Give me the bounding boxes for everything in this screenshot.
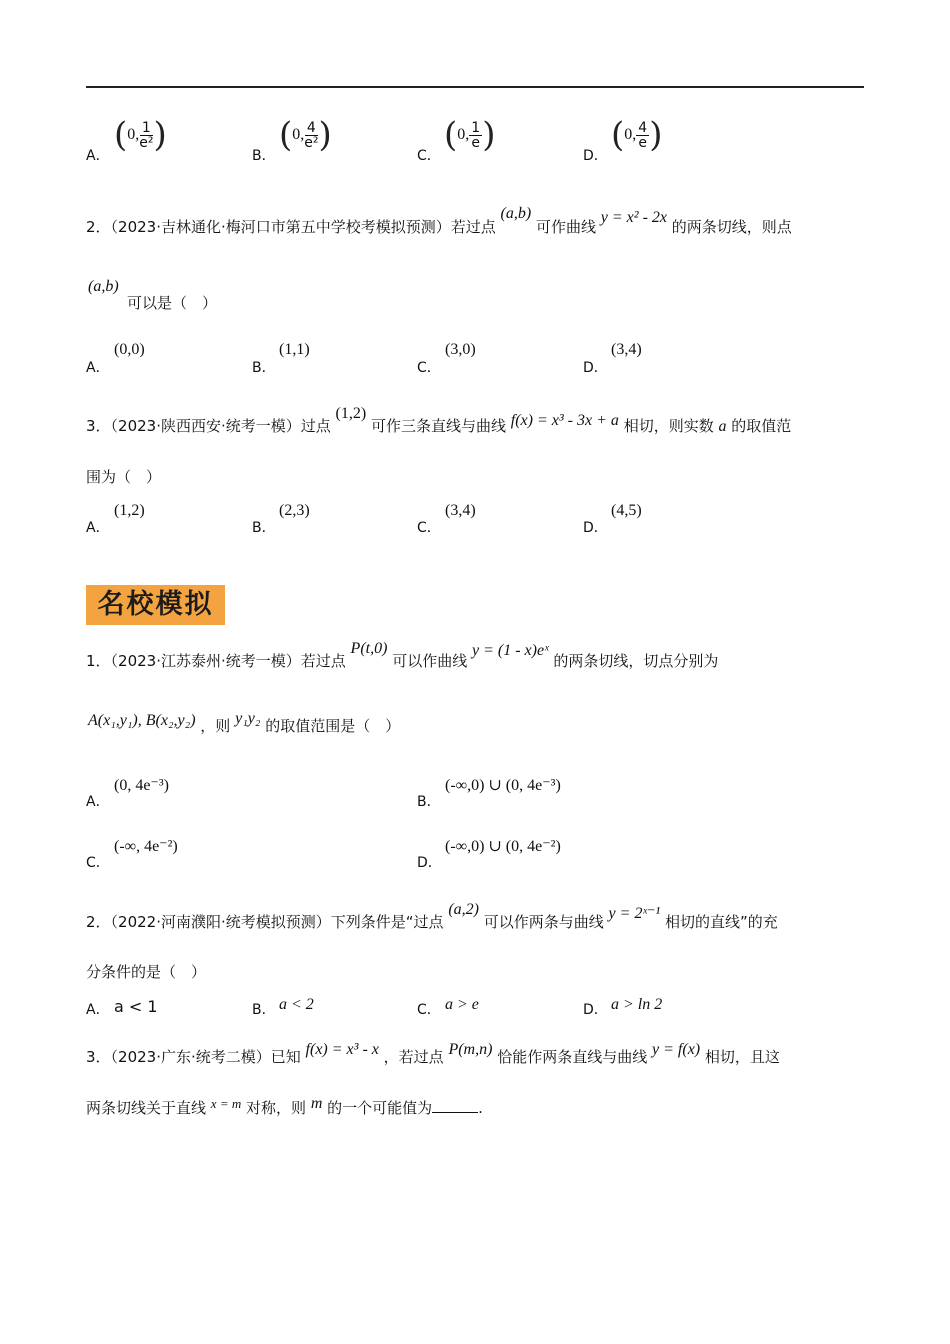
header-rule: [86, 86, 864, 88]
question-3-line-1: 3．（2023·陕西西安·统考一模）过点 (1,2) 可作三条直线与曲线 f(x) = x³ - 3x + a 相切，则实数 a 的取值范: [86, 405, 792, 435]
q3-option-a-label: A．: [86, 520, 110, 536]
q1-option-a-label: A．: [86, 148, 110, 164]
m2-option-c-value: a > e: [445, 996, 479, 1013]
q2-option-a-label: A．: [86, 360, 110, 376]
q3-option-c-label: C．: [417, 520, 441, 536]
m1-option-b-label: B．: [417, 794, 441, 810]
section-title: 名校模拟: [86, 585, 225, 625]
mock-question-2-line-2: 分条件的是（ ）: [86, 963, 207, 981]
q3-option-a-value: (1,2): [114, 502, 145, 519]
mock-question-3-line-2: 两条切线关于直线 x = m 对称，则 m 的一个可能值为 .: [86, 1095, 483, 1117]
mock-question-3-line-1: 3．（2023·广东·统考二模）已知 f(x) = x³ - x ，若过点 P(m,n) 恰能作两条直线与曲线 y = f(x) 相切，且这: [86, 1041, 780, 1066]
q2-option-b-value: (1,1): [279, 341, 310, 358]
q1-option-c-value: ( 0, $\frac{1}{e}$ ): [444, 115, 496, 155]
q2-option-c-label: C．: [417, 360, 441, 376]
q3-option-b-value: (2,3): [279, 502, 310, 519]
q3-option-c-value: (3,4): [445, 502, 476, 519]
m1-option-d-value: (-∞,0) ∪ (0, 4e⁻²): [445, 838, 561, 855]
m1-option-c-label: C．: [86, 855, 110, 871]
q3-option-d-value: (4,5): [611, 502, 642, 519]
question-3-line-2: 围为（ ）: [86, 468, 162, 486]
q1-option-d-label: D．: [583, 148, 608, 164]
m2-option-d-label: D．: [583, 1002, 608, 1018]
q1-option-d-value: ( 0, $\frac{4}{e}$ ): [611, 115, 663, 155]
m2-option-c-label: C．: [417, 1002, 441, 1018]
q3-option-d-label: D．: [583, 520, 608, 536]
mock-question-1-line-1: 1．（2023·江苏泰州·统考一模）若过点 P(t,0) 可以作曲线 y = (1 - x)eˣ 的两条切线，切点分别为: [86, 640, 719, 670]
m2-option-a-value: a < 1: [114, 997, 158, 1016]
mock-question-2-line-1: 2．（2022·河南濮阳·统考模拟预测）下列条件是“过点 (a,2) 可以作两条与曲线 y = 2ˣ⁻¹ 相切的直线”的充: [86, 901, 778, 931]
q2-option-a-value: (0,0): [114, 341, 145, 358]
q1-option-b-label: B．: [252, 148, 276, 164]
answer-blank[interactable]: [432, 1098, 478, 1113]
q1-option-b-value: ( 0, $\frac{4}{\text{e²}}$ ): [279, 115, 332, 155]
m2-option-a-label: A．: [86, 1002, 110, 1018]
mock-question-1-line-2: A(x₁,y₁), B(x₂,y₂) ，则 y₁y₂ 的取值范围是（ ）: [88, 710, 401, 735]
m1-option-a-value: (0, 4e⁻³): [114, 777, 169, 794]
q2-option-b-label: B．: [252, 360, 276, 376]
question-2-point: (a,b): [88, 278, 119, 295]
q2-option-d-label: D．: [583, 360, 608, 376]
q2-option-c-value: (3,0): [445, 341, 476, 358]
m1-option-d-label: D．: [417, 855, 442, 871]
q1-option-a-value: ( 0, $\frac{1}{\text{e²}}$ ): [114, 115, 167, 155]
m2-option-b-value: a < 2: [279, 996, 314, 1013]
q3-option-b-label: B．: [252, 520, 276, 536]
m1-option-c-value: (-∞, 4e⁻²): [114, 838, 178, 855]
m2-option-b-label: B．: [252, 1002, 276, 1018]
question-2-line-2: 可以是（ ）: [127, 294, 218, 312]
q2-option-d-value: (3,4): [611, 341, 642, 358]
q1-option-c-label: C．: [417, 148, 441, 164]
m1-option-a-label: A．: [86, 794, 110, 810]
question-2-line-1: 2．（2023·吉林通化·梅河口市第五中学校考模拟预测）若过点 (a,b) 可作曲线 y = x² - 2x 的两条切线，则点: [86, 205, 792, 236]
m2-option-d-value: a > ln 2: [611, 996, 663, 1013]
m1-option-b-value: (-∞,0) ∪ (0, 4e⁻³): [445, 777, 561, 794]
